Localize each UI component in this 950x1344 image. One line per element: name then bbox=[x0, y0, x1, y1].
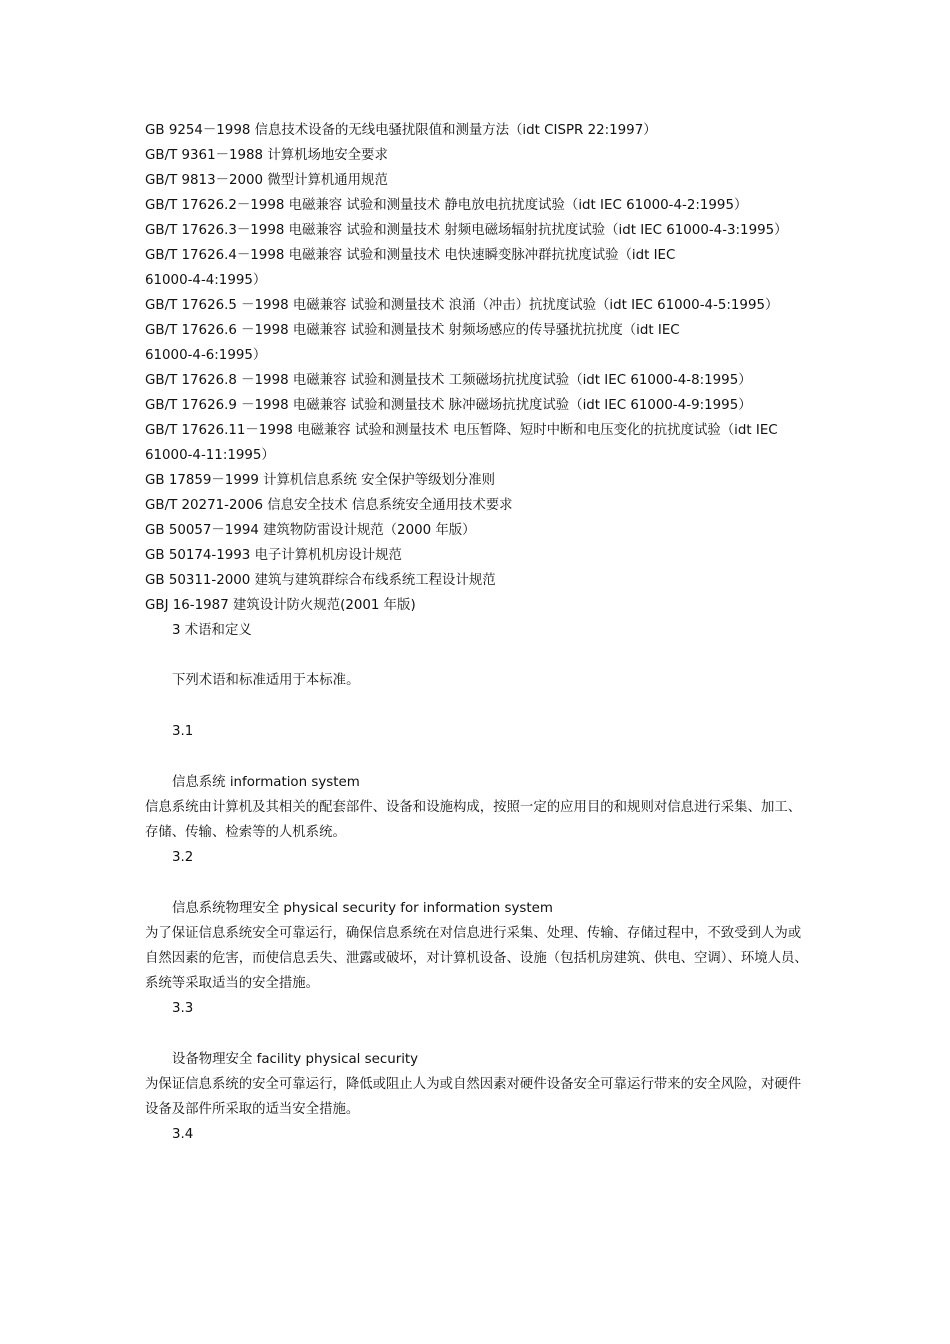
reference-item: GB/T 17626.2－1998 电磁兼容 试验和测量技术 静电放电抗扰度试验（idt IEC 61000-4-2:1995） bbox=[145, 198, 748, 213]
term-title: 信息系统物理安全 physical security for information system bbox=[172, 901, 553, 916]
reference-item: GB 9254－1998 信息技术设备的无线电骚扰限值和测量方法（idt CISPR 22:1997） bbox=[145, 123, 657, 138]
term-number: 3.2 bbox=[172, 850, 194, 865]
section-heading: 3 术语和定义 bbox=[172, 623, 252, 638]
reference-item: GB/T 9361－1988 计算机场地安全要求 bbox=[145, 148, 388, 163]
reference-item: GB 50311-2000 建筑与建筑群综合布线系统工程设计规范 bbox=[145, 573, 496, 588]
term-title: 信息系统 information system bbox=[172, 775, 360, 790]
reference-item: GB 50174-1993 电子计算机机房设计规范 bbox=[145, 548, 402, 563]
reference-item: GB 50057－1994 建筑物防雷设计规范（2000 年版） bbox=[145, 523, 476, 538]
reference-item: GB/T 9813－2000 微型计算机通用规范 bbox=[145, 173, 388, 188]
reference-item: GB 17859－1999 计算机信息系统 安全保护等级划分准则 bbox=[145, 473, 496, 488]
reference-item: GB/T 17626.11－1998 电磁兼容 试验和测量技术 电压暂降、短时中断和电压变化的抗扰度试验（idt IEC 61000-4-11:1995） bbox=[145, 423, 778, 463]
term-definition: 信息系统由计算机及其相关的配套部件、设备和设施构成，按照一定的应用目的和规则对信息进行采集、加工、存储、传输、检索等的人机系统。 bbox=[145, 800, 802, 840]
term-definition: 为保证信息系统的安全可靠运行，降低或阻止人为或自然因素对硬件设备安全可靠运行带来的安全风险，对硬件设备及部件所采取的适当安全措施。 bbox=[145, 1077, 802, 1117]
reference-item: GB/T 17626.4－1998 电磁兼容 试验和测量技术 电快速瞬变脉冲群抗扰度试验（idt IEC 61000-4-4:1995） bbox=[145, 248, 676, 288]
reference-item: GB/T 17626.9 －1998 电磁兼容 试验和测量技术 脉冲磁场抗扰度试验（idt IEC 61000-4-9:1995） bbox=[145, 398, 752, 413]
reference-item: GB/T 20271-2006 信息安全技术 信息系统安全通用技术要求 bbox=[145, 498, 513, 513]
term-title: 设备物理安全 facility physical security bbox=[172, 1052, 419, 1067]
normative-references-list bbox=[145, 118, 815, 618]
reference-item: GB/T 17626.8 －1998 电磁兼容 试验和测量技术 工频磁场抗扰度试验（idt IEC 61000-4-8:1995） bbox=[145, 373, 752, 388]
term-number: 3.4 bbox=[172, 1127, 194, 1142]
term-number: 3.1 bbox=[172, 724, 194, 739]
term-definition: 为了保证信息系统安全可靠运行，确保信息系统在对信息进行采集、处理、传输、存储过程中，不致受到人为或自然因素的危害，而使信息丢失、泄露或破坏，对计算机设备、设施（包括机房建筑、供电、空调）、环境人员、系统等采取适当的安全措施。 bbox=[145, 926, 808, 991]
reference-item: GBJ 16-1987 建筑设计防火规范(2001 年版) bbox=[145, 598, 416, 613]
reference-item: GB/T 17626.5 －1998 电磁兼容 试验和测量技术 浪涌（冲击）抗扰度试验（idt IEC 61000-4-5:1995） bbox=[145, 298, 779, 313]
section-intro: 下列术语和标准适用于本标准。 bbox=[172, 673, 360, 688]
reference-item: GB/T 17626.3－1998 电磁兼容 试验和测量技术 射频电磁场辐射抗扰度试验（idt IEC 61000-4-3:1995） bbox=[145, 223, 788, 238]
reference-item: GB/T 17626.6 －1998 电磁兼容 试验和测量技术 射频场感应的传导骚扰抗扰度（idt IEC 61000-4-6:1995） bbox=[145, 323, 680, 363]
term-number: 3.3 bbox=[172, 1001, 194, 1016]
